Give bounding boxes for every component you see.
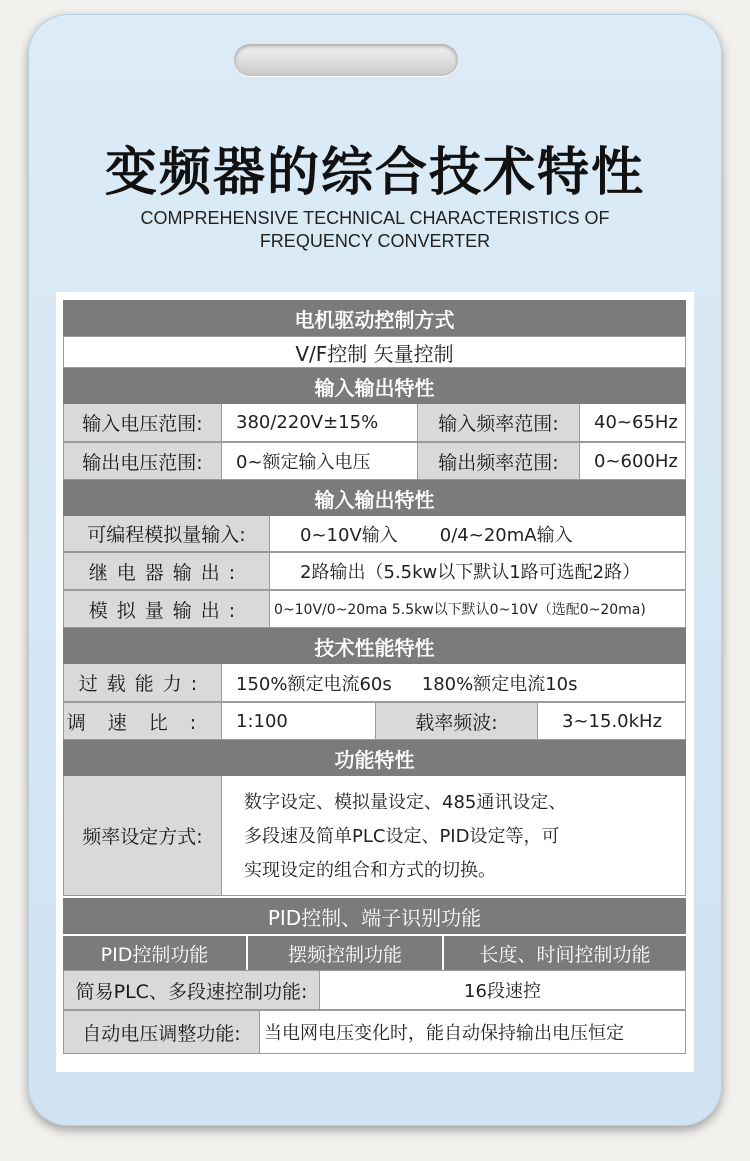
output-voltage-label: 输出电压范围: <box>64 443 222 479</box>
analog-input-value-1: 0~10V输入 <box>300 524 398 546</box>
plc-multispeed-label: 简易PLC、多段速控制功能: <box>64 971 320 1009</box>
table-row <box>63 552 686 590</box>
relay-output-label: 继电器输出: <box>64 553 270 589</box>
pid-terminal-header: PID控制、端子识别功能 <box>63 898 686 934</box>
motor-control-header: 电机驱动控制方式 <box>63 300 686 336</box>
pid-control-heading: PID控制功能 <box>63 936 248 970</box>
output-frequency-value: 0~600Hz <box>580 443 685 479</box>
motor-control-value: V/F控制 矢量控制 <box>63 336 686 368</box>
avr-label: 自动电压调整功能: <box>64 1011 260 1053</box>
table-row <box>63 702 686 740</box>
overload-values <box>222 664 685 701</box>
table-row <box>63 776 686 896</box>
input-voltage-value: 380/220V±15% <box>222 404 418 441</box>
table-row <box>63 664 686 702</box>
analog-input-label: 可编程模拟量输入: <box>64 516 270 551</box>
analog-output-value: 0~10V/0~20ma 5.5kw以下默认0~10V（选配0~20ma) <box>270 591 685 627</box>
carrier-frequency-value: 3~15.0kHz <box>538 703 685 739</box>
sub-header-row <box>63 934 686 970</box>
page-subtitle <box>0 207 750 253</box>
table-row <box>63 970 686 1010</box>
speed-ratio-value: 1:100 <box>222 703 376 739</box>
length-time-control-heading: 长度、时间控制功能 <box>444 936 686 970</box>
table-row <box>63 590 686 628</box>
relay-output-value: 2路输出（5.5kw以下默认1路可选配2路） <box>270 553 685 589</box>
page-title: 变频器的综合技术特性 <box>104 143 645 203</box>
analog-input-values <box>270 516 685 551</box>
table-row <box>63 1010 686 1054</box>
table-row <box>63 404 686 442</box>
frequency-setting-line-3: 实现设定的组合和方式的切换。 <box>244 860 496 881</box>
analog-output-label: 模拟量输出: <box>64 591 270 627</box>
input-frequency-value: 40~65Hz <box>580 404 685 441</box>
avr-value: 当电网电压变化时，能自动保持输出电压恒定 <box>260 1011 685 1053</box>
analog-input-value-2: 0/4~20mA输入 <box>439 524 573 546</box>
frequency-setting-line-2: 多段速及简单PLC设定、PID设定等，可 <box>244 826 560 847</box>
functions-header: 功能特性 <box>63 740 686 776</box>
lanyard-slot <box>234 44 458 76</box>
io-header-2: 输入输出特性 <box>63 480 686 516</box>
frequency-setting-line-1: 数字设定、模拟量设定、485通讯设定、 <box>244 792 567 813</box>
carrier-frequency-label: 载率频波: <box>376 703 538 739</box>
plc-multispeed-value: 16段速控 <box>320 971 685 1009</box>
input-voltage-label: 输入电压范围: <box>64 404 222 441</box>
frequency-setting-label: 频率设定方式: <box>64 776 222 895</box>
speed-ratio-label: 调速比: <box>64 703 222 739</box>
frequency-setting-value <box>222 776 685 895</box>
table-row <box>63 442 686 480</box>
table-row <box>63 516 686 552</box>
input-frequency-label: 输入频率范围: <box>418 404 580 441</box>
performance-header: 技术性能特性 <box>63 628 686 664</box>
overload-value-1: 150%额定电流60s <box>236 673 392 695</box>
overload-value-2: 180%额定电流10s <box>421 673 578 695</box>
io-header-1: 输入输出特性 <box>63 368 686 404</box>
overload-label: 过载能力: <box>64 664 222 701</box>
swing-frequency-heading: 摆频控制功能 <box>248 936 444 970</box>
subtitle-line-1: COMPREHENSIVE TECHNICAL CHARACTERISTICS OF <box>140 208 610 228</box>
subtitle-line-2: FREQUENCY CONVERTER <box>259 231 491 251</box>
output-voltage-value: 0~额定输入电压 <box>222 443 418 479</box>
output-frequency-label: 输出频率范围: <box>418 443 580 479</box>
